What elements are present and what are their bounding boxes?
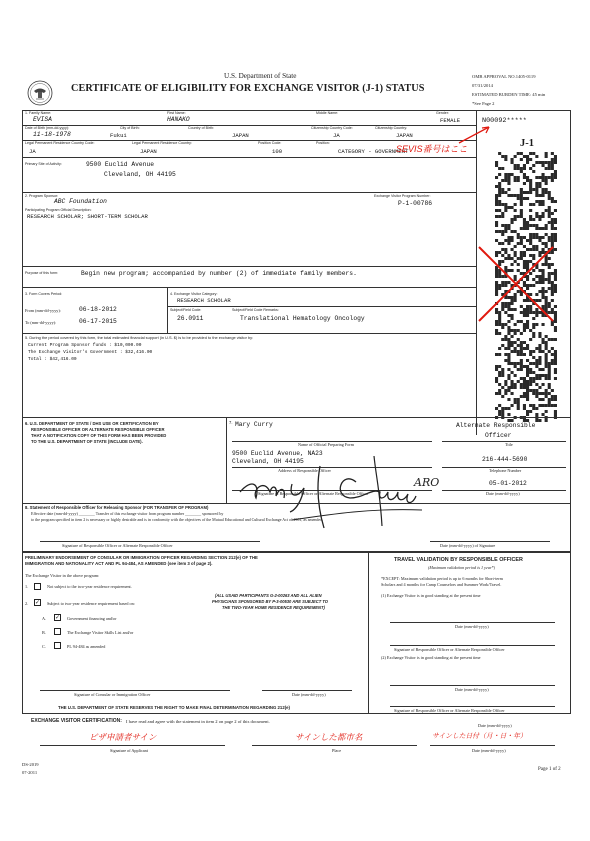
transfer-label: 8. Statement of Responsible Officer for Releasing Sponsor (FOR TRANSFER OF PROGRAM) — [25, 505, 209, 510]
optA-text: Government financing and/or — [67, 616, 117, 621]
opt1-num: 1. — [25, 584, 29, 589]
first-name-value: HANAKO — [167, 116, 190, 123]
gender-label: Gender: — [436, 111, 449, 115]
applicant-signature-note: ビザ申請者サイン — [89, 732, 157, 742]
country-value: JAPAN — [232, 132, 249, 139]
optB-text: The Exchange Visitor Skills List and/or — [67, 630, 134, 635]
to-value: 06-17-2015 — [79, 318, 117, 325]
financial-line-1: Current Program Sponsor funds : $10,000.00 — [28, 343, 142, 348]
site-label: Primary Site of Activity: — [25, 162, 62, 166]
country-label: Country of Birth: — [188, 126, 214, 130]
position-label: Position: — [316, 141, 330, 145]
form-number: DS-2019 — [22, 762, 39, 767]
visa-type: J-1 — [520, 138, 534, 149]
optA-letter: A. — [42, 616, 47, 621]
family-name-label: 1. Family Name: — [25, 111, 52, 115]
consular-signature-label: Signature of Consular or Immigration Officer — [74, 692, 151, 697]
travel-subtitle: (Maximum validation period is 1 year*) — [428, 565, 496, 570]
travel-except-1: *EXCEPT: Maximum validation period is up to 6 months for Short-term — [381, 576, 503, 581]
subject-code-value: 26.0911 — [177, 315, 204, 322]
transfer-date-label: Date (mm-dd-yyyy) of Signature — [440, 543, 496, 548]
period-label: 3. Form Covers Period: — [25, 292, 63, 296]
site-line-2: Cleveland, OH 44195 — [104, 171, 176, 178]
middle-name-label: Middle Name: — [316, 111, 339, 115]
sponsor-value: ABC Foundation — [54, 198, 107, 205]
opt2-text: Subject to two-year residence requirement based on: — [47, 601, 135, 606]
opt2-checkbox[interactable]: ✓ — [35, 599, 41, 606]
dept-title: U.S. Department of State — [224, 72, 297, 80]
officer-title: Alternate Responsible — [456, 422, 536, 429]
prelim-intro: The Exchange Visitor in the above program: — [25, 573, 100, 578]
from-value: 06-18-2012 — [79, 306, 117, 313]
travel-title: TRAVEL VALIDATION BY RESPONSIBLE OFFICER — [394, 557, 523, 563]
travel-date-3-label: Date (mm-dd-yyyy) — [478, 723, 512, 728]
certification-title: EXCHANGE VISITOR CERTIFICATION: — [31, 718, 122, 724]
state-seal — [27, 80, 53, 106]
citizenship-code-label: Citizenship Country Code: — [311, 126, 353, 130]
officer-title-2: Officer — [485, 432, 512, 439]
first-name-label: First Name: — [167, 111, 186, 115]
transfer-line-1: Effective date (mm-dd-yyyy) ________ Transfer of this exchange visitor from program number ________ sponsored by — [31, 511, 224, 516]
residence-value: JAPAN — [140, 148, 157, 155]
opt1-text: Not subject to the two-year residence requirement. — [47, 584, 132, 589]
officer-address-1: 9500 Euclid Avenue, NA23 — [232, 450, 323, 457]
opt1-checkbox[interactable] — [34, 583, 41, 590]
citizenship-value: JAPAN — [396, 132, 413, 139]
officer-phone: 216-444-5690 — [482, 456, 528, 463]
ds-use-line-1: 6. U.S. DEPARTMENT OF STATE / DHS USE OR CERTIFICATION BY — [25, 421, 159, 426]
officer-date-label: Date (mm-dd-yyyy) — [486, 491, 520, 496]
optA-checkbox[interactable]: ✓ — [55, 614, 61, 621]
category-value: RESEARCH SCHOLAR — [177, 297, 231, 304]
prelim-title-2: IMMIGRATION AND NATIONALITY ACT AND PL 94-484, AS AMENDED (see item 3 of page 2). — [25, 561, 213, 566]
place-label: Place — [332, 748, 342, 753]
omb-date: 07/31/2014 — [472, 83, 493, 88]
burden-time: ESTIMATED BURDEN TIME: 45 min — [472, 92, 546, 97]
transfer-signature-label: Signature of Responsible Officer or Alternate Responsible Officer — [62, 543, 173, 548]
citizenship-code-value: JA — [333, 132, 340, 139]
travel-except-2: Scholars and 4 months for Camp Counselors and Summer Work/Travel. — [381, 582, 502, 587]
see-page-2: *See Page 2 — [472, 101, 495, 106]
officer-signature-label: Signature of Responsible Officer or Alternate Responsible Officer — [258, 491, 369, 496]
family-name-value: EVISA — [33, 116, 52, 123]
date-note: サインした日付（月・日・年） — [432, 733, 527, 740]
program-desc-value: RESEARCH SCHOLAR; SHORT-TERM SCHOLAR — [27, 213, 148, 220]
optB-letter: B. — [42, 630, 46, 635]
form-title: CERTIFICATE OF ELIGIBILITY FOR EXCHANGE VISITOR (J-1) STATUS — [71, 83, 425, 94]
optB-checkbox[interactable] — [54, 628, 61, 635]
residence-code-label: Legal Permanent Residence Country Code: — [25, 141, 95, 145]
official-name-label: Name of Official Preparing Form — [298, 442, 354, 447]
applicant-date-label: Date (mm-dd-yyyy) — [472, 748, 506, 753]
subject-remarks-label: Subject/Field Code Remarks: — [232, 308, 279, 312]
address-label: Address of Responsible Officer — [278, 468, 331, 473]
consular-date-label: Date (mm-dd-yyyy) — [292, 692, 326, 697]
city-label: City of Birth: — [120, 126, 140, 130]
sevis-annotation: SEVIS番号はここ — [396, 144, 468, 154]
program-number-label: Exchange Visitor Program Number: — [374, 194, 431, 198]
opt2-num: 2. — [25, 601, 29, 606]
dob-value: 11-18-1978 — [33, 131, 71, 138]
travel-item-2: (2) Exchange Visitor is in good standing at the present time — [381, 655, 481, 660]
financial-line-2: The Exchange Visitor's Government : $32,416.00 — [28, 350, 153, 355]
gender-value: FEMALE — [440, 117, 461, 124]
position-code-label: Position Code: — [258, 141, 282, 145]
prelim-title-1: PRELIMINARY ENDORSEMENT OF CONSULAR OR IMMIGRATION OFFICER REGARDING SECTION 212(e) OF THE — [25, 555, 258, 560]
subject-code-label: Subject/Field Code: — [170, 308, 202, 312]
sevis-number: N00092***** — [482, 117, 527, 125]
travel-date-2-label: Date (mm-dd-yyyy) — [455, 687, 489, 692]
usaid-line-3: THE TWO-YEAR HOME RESIDENCE REQUIREMENT) — [222, 605, 325, 610]
signature-suffix: ARO — [414, 476, 440, 489]
site-line-1: 9500 Euclid Avenue — [86, 161, 155, 168]
form-revision: 07-2011 — [22, 770, 38, 775]
residence-label: Legal Permanent Residence Country: — [132, 141, 192, 145]
residence-code-value: JA — [29, 148, 36, 155]
usaid-line-2: PHYSICIANS SPONSORED BY P-3-00530 ARE SUBJECT TO — [212, 599, 328, 604]
to-label: To (mm-dd-yyyy): — [25, 320, 57, 325]
usaid-line-1: (ALL USAID PARTICIPANTS G-2-00263 AND ALL ALIEN — [215, 593, 322, 598]
travel-sig-2-label: Signature of Responsible Officer or Alternate Responsible Officer — [394, 708, 505, 713]
subject-remarks-value: Translational Hematology Oncology — [240, 315, 365, 322]
sevis-arrow-icon — [455, 124, 495, 144]
reserve-statement: THE U.S. DEPARTMENT OF STATE RESERVES THE RIGHT TO MAKE FINAL DETERMINATION REGARDING 212(e) — [58, 705, 290, 710]
ds-use-line-2: RESPONSIBLE OFFICER OR ALTERNATE RESPONSIBLE OFFICER — [31, 427, 165, 432]
optC-letter: C. — [42, 644, 46, 649]
applicant-signature-label: Signature of Applicant — [110, 748, 148, 753]
financial-label: 5. During the period covered by this form, the total estimated financial support (in U.S. $) is to be provided to the exchange visitor by: — [25, 335, 254, 340]
officer-address-2: Cleveland, OH 44195 — [232, 458, 304, 465]
cross-out-mark — [476, 244, 556, 324]
transfer-line-2: to the program specified in item 2 is necessary or highly desirable and is in conformity with the objectives of the Mutual Educational and Cultural Exchange Act of 1961, as amended. — [31, 517, 324, 522]
optC-text: PL 94-484 as amended — [67, 644, 106, 649]
travel-item-1: (1) Exchange Visitor is in good standing at the present time — [381, 593, 481, 598]
program-desc-label: Participating Program Official Description: — [25, 208, 92, 212]
officer-title-label: Title — [505, 442, 513, 447]
certification-text: I have read and agree with the statement in item 2 on page 2 of this document. — [126, 719, 270, 724]
officer-num: 7. — [229, 420, 233, 425]
from-label: From (mm-dd-yyyy): — [25, 308, 61, 313]
officer-name: Mary Curry — [235, 421, 273, 428]
purpose-value: Begin new program; accompanied by number (2) of immediate family members. — [81, 270, 357, 277]
page-number: Page 1 of 2 — [538, 767, 561, 772]
program-number-value: P-1-00786 — [398, 200, 433, 207]
city-value: Fukui — [110, 132, 127, 139]
ds-use-line-3: THAT A NOTIFICATION COPY OF THIS FORM HAS BEEN PROVIDED — [31, 433, 167, 438]
dob-label: Date of Birth (mm-dd-yyyy): — [25, 126, 69, 130]
position-code-value: 100 — [272, 148, 283, 155]
officer-date: 05-01-2012 — [489, 480, 527, 487]
optC-checkbox[interactable] — [54, 642, 61, 649]
financial-total: Total : $42,416.00 — [28, 357, 77, 362]
category-label: 4. Exchange Visitor Category: — [170, 292, 218, 296]
ds-use-line-4: TO THE U.S. DEPARTMENT OF STATE (INCLUDE DATE). — [31, 439, 143, 444]
position-value: CATEGORY - GOVERNMENT — [338, 148, 409, 155]
phone-label: Telephone Number — [489, 468, 522, 473]
citizenship-label: Citizenship Country: — [375, 126, 408, 130]
travel-sig-1-label: Signature of Responsible Officer or Alternate Responsible Officer — [394, 647, 505, 652]
travel-date-1-label: Date (mm-dd-yyyy) — [455, 624, 489, 629]
sponsor-label: 2. Program Sponsor: — [25, 194, 59, 198]
city-note: サインした都市名 — [295, 732, 363, 742]
omb-approval: OMB APPROVAL NO.1405-0119 — [472, 74, 536, 79]
purpose-label: Purpose of this form: — [25, 271, 59, 275]
